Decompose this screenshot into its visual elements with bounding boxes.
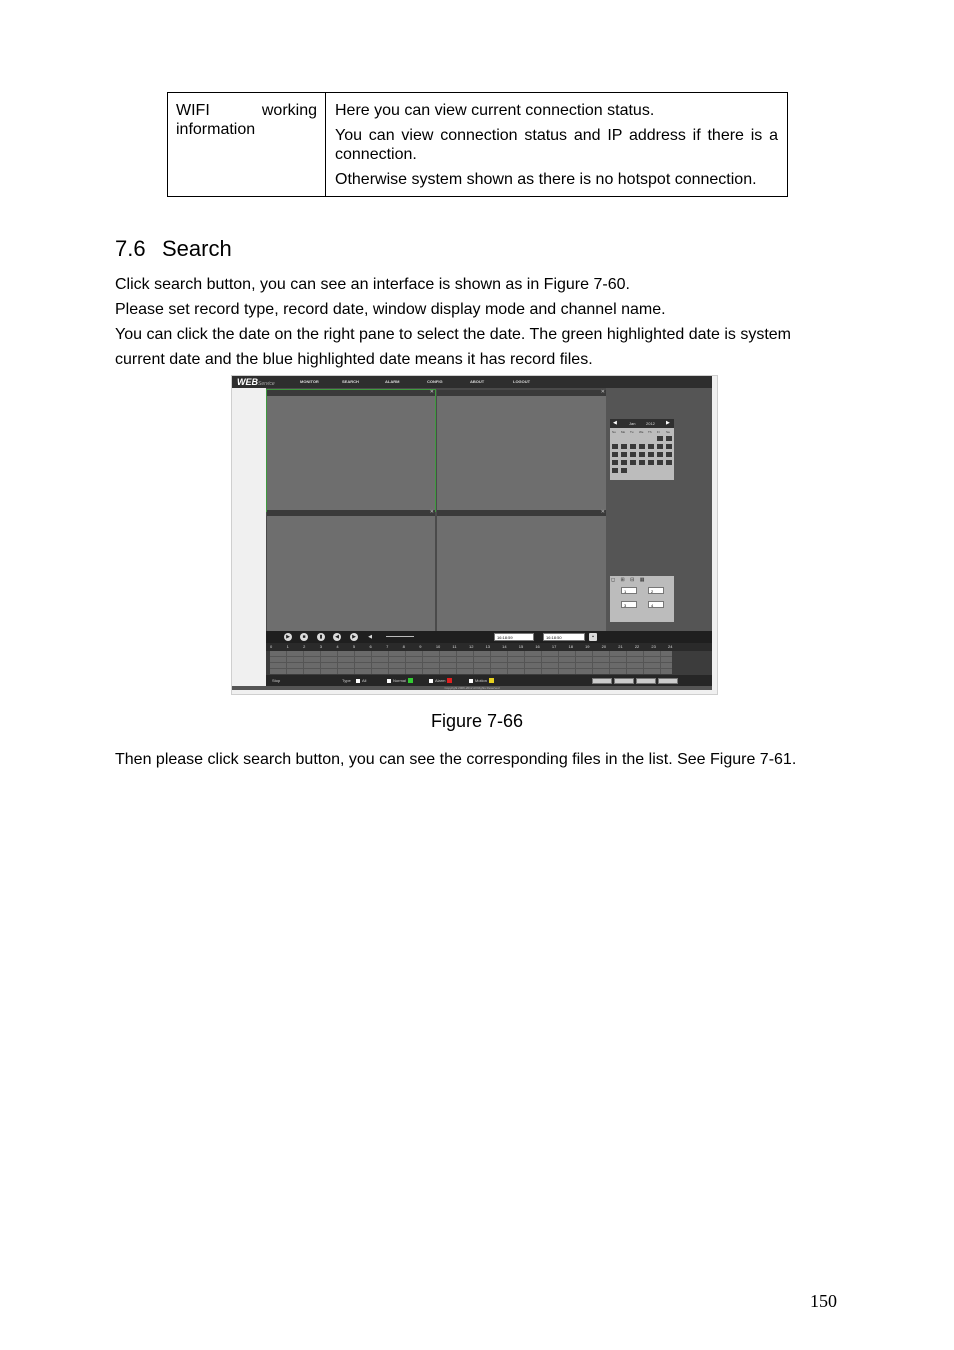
hour-label: 23 xyxy=(651,644,656,649)
display-mode-panel xyxy=(610,576,674,622)
page-number: 150 xyxy=(810,1291,837,1311)
prev-month-icon[interactable]: ◀ xyxy=(613,420,617,426)
hour-label: 22 xyxy=(634,644,640,649)
hour-label: 6 xyxy=(369,644,372,649)
step-icon[interactable]: ▮ xyxy=(317,633,325,641)
paragraph-1: Click search button, you can see an interface is shown as in Figure 7-60. xyxy=(115,276,630,293)
calendar-day[interactable] xyxy=(630,460,636,465)
hour-label: 3 xyxy=(319,644,322,649)
info-table xyxy=(167,92,788,197)
video-window-4[interactable] xyxy=(437,510,606,631)
record-timeline[interactable] xyxy=(270,651,672,674)
timeline-zoom-button[interactable] xyxy=(658,678,678,684)
hour-label: 1 xyxy=(286,644,289,649)
calendar-day[interactable] xyxy=(612,460,618,465)
close-icon[interactable]: ✕ xyxy=(600,389,605,395)
calendar-day[interactable] xyxy=(612,452,618,457)
hour-label: 0 xyxy=(270,644,273,649)
calendar-day[interactable] xyxy=(648,444,654,449)
weekday-label: Tu xyxy=(630,430,634,434)
paragraph-2: Please set record type, record date, window display mode and channel name. xyxy=(115,301,666,318)
weekday-label: Sa xyxy=(666,430,670,434)
close-icon[interactable]: ✕ xyxy=(600,509,605,515)
timeline-zoom-button[interactable] xyxy=(592,678,612,684)
calendar-day[interactable] xyxy=(639,460,645,465)
status-text: Stop xyxy=(272,678,281,683)
menu-alarm[interactable]: ALARM xyxy=(385,379,400,384)
hour-label: 15 xyxy=(518,644,524,649)
calendar-day[interactable] xyxy=(621,444,627,449)
paragraph-3: You can click the date on the right pane to select the date. The green highlighted date is system current date and the blue highlighted date means it has record files. xyxy=(115,326,791,368)
calendar-day[interactable] xyxy=(630,452,636,457)
close-icon[interactable]: ✕ xyxy=(429,389,434,395)
play-icon[interactable]: ▶ xyxy=(284,633,292,641)
hour-label: 8 xyxy=(402,644,405,649)
volume-icon[interactable]: ◀ xyxy=(368,634,372,640)
calendar-day[interactable] xyxy=(666,436,672,441)
timeline-zoom-button[interactable] xyxy=(636,678,656,684)
hour-label: 21 xyxy=(618,644,623,649)
hour-label: 18 xyxy=(568,644,573,649)
weekday-label: We xyxy=(639,430,644,434)
label-line-1 xyxy=(176,101,317,120)
hour-label: 5 xyxy=(352,644,356,649)
hour-label: 9 xyxy=(419,644,422,649)
figure-caption: Figure 7-66 xyxy=(430,711,524,731)
menu-config[interactable]: CONFIG xyxy=(427,379,443,384)
calendar-year: 2012 xyxy=(646,421,655,426)
calendar-day[interactable] xyxy=(612,444,618,449)
calendar-day[interactable] xyxy=(666,452,672,457)
calendar-day[interactable] xyxy=(648,452,654,457)
channel-select-2[interactable]: 2 xyxy=(648,587,664,594)
type-normal-checkbox[interactable]: Normal xyxy=(387,675,413,686)
search-main-area xyxy=(266,388,712,686)
channel-select-1[interactable]: 1 xyxy=(621,587,637,594)
calendar-day[interactable] xyxy=(657,452,663,457)
calendar-day[interactable] xyxy=(648,460,654,465)
fast-icon[interactable]: ▶ xyxy=(350,633,358,641)
calendar-day[interactable] xyxy=(657,444,663,449)
stop-icon[interactable]: ■ xyxy=(300,633,308,641)
hour-label: 14 xyxy=(502,644,507,649)
web-logo: WEBService xyxy=(237,377,275,387)
label-word-wifi: WIFI xyxy=(176,102,210,119)
hour-label: 4 xyxy=(336,644,339,649)
calendar-day[interactable] xyxy=(621,468,627,473)
save-icon[interactable]: ▪ xyxy=(589,633,597,641)
weekday-label: Mo xyxy=(621,430,626,434)
calendar-month: Jan xyxy=(629,421,636,426)
hour-label: 7 xyxy=(386,644,389,649)
calendar-day[interactable] xyxy=(657,436,663,441)
label-line-2: information xyxy=(176,121,256,138)
calendar-day[interactable] xyxy=(621,460,627,465)
weekday-label: Th xyxy=(648,430,652,434)
channel-select-4[interactable]: 4 xyxy=(648,601,664,608)
label-word-working: working xyxy=(261,102,317,119)
hour-label: 16 xyxy=(535,644,540,649)
right-panel xyxy=(606,388,712,631)
window-mode-icons[interactable]: ◻ ⊞ ⊟ ▦ xyxy=(611,577,647,583)
table-row xyxy=(168,93,788,197)
calendar-day[interactable] xyxy=(630,444,636,449)
calendar-day[interactable] xyxy=(657,460,663,465)
menu-search[interactable]: SEARCH xyxy=(342,379,359,384)
video-window-2[interactable] xyxy=(437,390,606,511)
type-all-checkbox[interactable]: All xyxy=(356,675,366,686)
next-month-icon[interactable]: ▶ xyxy=(666,420,670,426)
menu-monitor[interactable]: MONITOR xyxy=(300,379,319,384)
description-line-1: Here you can view current connection status. xyxy=(335,102,655,119)
calendar-day[interactable] xyxy=(612,468,618,473)
calendar-day[interactable] xyxy=(639,452,645,457)
channel-select-3[interactable]: 3 xyxy=(621,601,637,608)
hour-label: 12 xyxy=(469,644,474,649)
top-menu-bar xyxy=(232,376,712,388)
hour-label: 10 xyxy=(435,644,441,649)
hour-label: 2 xyxy=(303,644,306,649)
hour-label: 24 xyxy=(668,644,673,649)
calendar-day[interactable] xyxy=(666,460,672,465)
weekday-label: Su xyxy=(612,430,616,434)
end-time-input[interactable]: 16:18:50 xyxy=(543,633,585,641)
slow-icon[interactable]: ◀ xyxy=(333,633,341,641)
close-icon[interactable]: ✕ xyxy=(429,509,434,515)
hour-scale xyxy=(266,643,712,651)
calendar-day[interactable] xyxy=(621,452,627,457)
section-title: Search xyxy=(162,236,232,261)
description-line-3: Otherwise system shown as there is no hotspot connection. xyxy=(335,171,757,188)
table-cell-description xyxy=(326,93,788,197)
video-grid xyxy=(266,388,606,631)
calendar-header xyxy=(610,419,674,428)
menu-logout[interactable]: LOGOUT xyxy=(513,379,531,384)
copyright-bar: Copyright 2006-2012 All Rights Reserved xyxy=(232,686,712,690)
playback-control-bar xyxy=(266,631,712,643)
weekday-label: Fr xyxy=(657,430,660,434)
video-window-1[interactable] xyxy=(267,390,435,511)
hour-label: 19 xyxy=(585,644,590,649)
section-heading xyxy=(115,236,232,262)
section-number: 7.6 xyxy=(115,236,146,261)
start-time-input[interactable]: 16:18:59 xyxy=(494,633,534,641)
search-interface-screenshot xyxy=(231,375,718,695)
hour-label: 11 xyxy=(452,644,457,649)
calendar[interactable] xyxy=(610,419,674,480)
description-line-2: You can view connection status and IP address if there is a connection. xyxy=(335,127,778,163)
paragraph-after-figure: Then please click search button, you can see the corresponding files in the list. See Figure 7-61. xyxy=(115,751,797,768)
calendar-day[interactable] xyxy=(639,444,645,449)
hour-label: 13 xyxy=(485,644,491,649)
video-window-3[interactable] xyxy=(267,510,435,631)
hour-label: 17 xyxy=(551,644,557,649)
volume-slider[interactable] xyxy=(386,636,414,637)
record-type-legend xyxy=(266,675,712,686)
hour-label: 20 xyxy=(601,644,607,649)
type-motion-checkbox[interactable]: Motion xyxy=(469,675,494,686)
table-cell-label xyxy=(168,93,326,197)
timeline-zoom-button[interactable] xyxy=(614,678,634,684)
type-alarm-checkbox[interactable]: Alarm xyxy=(429,675,452,686)
calendar-day[interactable] xyxy=(666,444,672,449)
type-label: Type xyxy=(342,678,351,683)
menu-about[interactable]: ABOUT xyxy=(470,379,485,384)
